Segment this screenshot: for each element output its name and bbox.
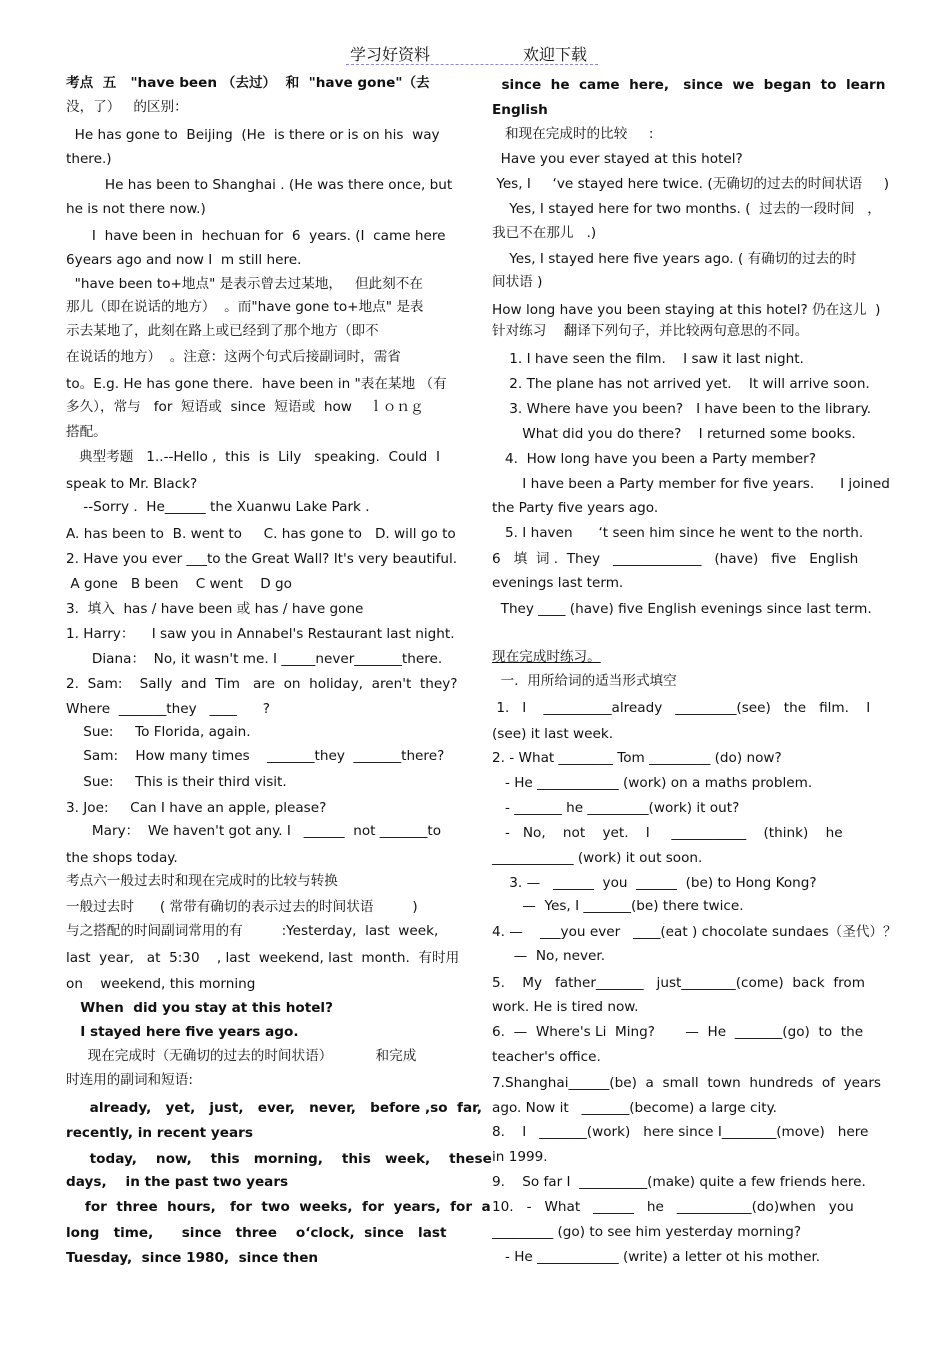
text-line: 1. I have seen the film. I saw it last night. bbox=[492, 351, 804, 367]
header-left-text: 学习好资料 bbox=[350, 45, 431, 64]
text-line: Mary： We haven't got any. I ______ not _______to bbox=[66, 823, 442, 839]
text-line: 我已不在那儿 .) bbox=[492, 225, 597, 241]
text-line: the Party five years ago. bbox=[492, 500, 659, 516]
text-line: Tuesday, since 1980, since then bbox=[66, 1250, 319, 1266]
text-line: (see) it last week. bbox=[492, 726, 614, 742]
text-line: - He ____________ (work) on a maths problem. bbox=[492, 775, 813, 791]
text-line: 3. 填入 has / have been 或 has / have gone bbox=[66, 601, 364, 617]
text-line: They ____ (have) five English evenings since last term. bbox=[492, 601, 872, 617]
text-line: 2. - What ________ Tom _________ (do) now? bbox=[492, 750, 782, 766]
text-line: 和现在完成时的比较 : bbox=[492, 126, 654, 142]
text-line: — No, never. bbox=[492, 948, 606, 964]
text-line: 4. How long have you been a Party member? bbox=[492, 451, 816, 467]
text-line: days, in the past two years bbox=[66, 1174, 289, 1190]
text-line: 9. So far I __________(make) quite a few friends here. bbox=[492, 1174, 866, 1190]
text-line: teacher's office. bbox=[492, 1049, 601, 1065]
text-line: evenings last term. bbox=[492, 575, 624, 591]
text-line: 考点六一般过去时和现在完成时的比较与转换 bbox=[66, 873, 338, 889]
text-line: 一. 用所给词的适当形式填空 bbox=[492, 673, 677, 689]
text-line: When did you stay at this hotel? bbox=[66, 1000, 333, 1016]
text-line: 搭配。 bbox=[66, 424, 107, 440]
text-line: 一般过去时 ( 常带有确切的表示过去的时间状语 ) bbox=[66, 899, 418, 915]
text-line: — Yes, I _______(be) there twice. bbox=[492, 898, 744, 914]
text-line: Yes, I ‘ve stayed here twice. (无确切的过去的时间状语 ) bbox=[492, 176, 890, 192]
text-line: "have been to+地点" 是表示曾去过某地， 但此刻不在 bbox=[66, 276, 423, 292]
text-line: 没，了） 的区别： bbox=[66, 99, 188, 115]
text-line: 那儿（即在说话的地方） 。而"have gone to+地点" 是表 bbox=[66, 299, 424, 315]
text-line: to。E.g. He has gone there. have been in "表在某地 （有 bbox=[66, 376, 447, 392]
text-line: for three hours, for two weeks, for years, for a bbox=[66, 1199, 491, 1215]
text-line: Have you ever stayed at this hotel? bbox=[492, 151, 743, 167]
text-line: What did you do there? I returned some books. bbox=[492, 426, 856, 442]
text-line: 典型考题 1..--Hello , this is Lily speaking. Could I bbox=[66, 449, 440, 465]
text-line: 在说话的地方） 。注意：这两个句式后接副词时，需省 bbox=[66, 349, 401, 365]
text-line: ago. Now it _______(become) a large city. bbox=[492, 1100, 777, 1116]
text-line: 与之搭配的时间副词常用的有 :Yesterday, last week, bbox=[66, 923, 439, 939]
text-line: Sam: How many times _______they _______there? bbox=[66, 748, 445, 764]
text-line: A. has been to B. went to C. has gone to D. will go to bbox=[66, 526, 456, 542]
text-line: - _______ he _________(work) it out? bbox=[492, 800, 740, 816]
header-divider bbox=[346, 64, 598, 65]
text-line: I have been in hechuan for 6 years. (I came here bbox=[66, 228, 446, 244]
text-line: 8. I _______(work) here since I________(move) here bbox=[492, 1124, 869, 1140]
text-line: 2. Have you ever ___to the Great Wall? It's very beautiful. bbox=[66, 551, 458, 567]
text-line: 现在完成时（无确切的过去的时间状语） 和完成 bbox=[66, 1048, 417, 1064]
text-line: 针对练习 翻译下列句子，并比较两句意思的不同。 bbox=[492, 323, 809, 339]
text-line: _________ (go) to see him yesterday morning? bbox=[492, 1224, 802, 1240]
text-line: in 1999. bbox=[492, 1149, 548, 1165]
text-line: 2. Sam: Sally and Tim are on holiday, aren't they? bbox=[66, 676, 458, 692]
text-line: 多久），常与 for 短语或 since 短语或 how ｌｏｎｇ bbox=[66, 399, 424, 415]
text-line: 6years ago and now I m still here. bbox=[66, 252, 302, 268]
text-line: 6. — Where's Li Ming? — He _______(go) to the bbox=[492, 1024, 864, 1040]
text-line: 3. — ______ you ______ (be) to Hong Kong? bbox=[492, 875, 817, 891]
text-line: work. He is tired now. bbox=[492, 999, 639, 1015]
text-line: 3. Joe: Can I have an apple, please? bbox=[66, 800, 327, 816]
text-line: He has gone to Beijing (He is there or is on his way bbox=[66, 127, 440, 143]
header-right-text: 欢迎下载 bbox=[523, 45, 588, 64]
text-line: 5. I haven ‘t seen him since he went to the north. bbox=[492, 525, 864, 541]
text-line: 1. I __________already _________(see) the film. I bbox=[492, 700, 871, 716]
text-line: Sue: This is their third visit. bbox=[66, 774, 287, 790]
text-line: today, now, this morning, this week, these bbox=[66, 1151, 492, 1167]
text-line: 示去某地了，此刻在路上或已经到了那个地方（即不 bbox=[66, 323, 379, 339]
text-line: there.) bbox=[66, 151, 112, 167]
text-line: ____________ (work) it out soon. bbox=[492, 850, 703, 866]
text-line: Diana： No, it wasn't me. I _____never_______there. bbox=[66, 651, 443, 667]
text-line: 考点 五 "have been （去过） 和 "have gone"（去 bbox=[66, 75, 430, 91]
text-line: speak to Mr. Black? bbox=[66, 476, 198, 492]
text-line: English bbox=[492, 102, 548, 118]
text-line: 4. — ___you ever ____(eat ) chocolate sundaes（圣代）？ bbox=[492, 924, 897, 940]
text-line: 间状语 ) bbox=[492, 274, 543, 290]
text-line: since he came here, since we began to learn bbox=[492, 77, 886, 93]
text-line: Where _______they ____ ? bbox=[66, 701, 270, 717]
text-line: 5. My father_______ just________(come) back from bbox=[492, 975, 865, 991]
text-line: the shops today. bbox=[66, 850, 178, 866]
text-line: recently, in recent years bbox=[66, 1125, 253, 1141]
text-line: 6 填 词 . They _____________ (have) five English bbox=[492, 551, 859, 567]
text-line: 时连用的副词和短语: bbox=[66, 1072, 193, 1088]
text-line: already, yet, just, ever, never, before ,so far, bbox=[66, 1100, 483, 1116]
text-line: 10. - What ______ he ___________(do)when you bbox=[492, 1199, 854, 1215]
text-line: last year, at 5:30 , last weekend, last month. 有时用 bbox=[66, 950, 460, 966]
text-line: He has been to Shanghai . (He was there once, but bbox=[66, 177, 453, 193]
text-line: he is not there now.) bbox=[66, 201, 206, 217]
text-line: long time, since three o‘clock, since last bbox=[66, 1225, 447, 1241]
text-line: - He ____________ (write) a letter ot his mother. bbox=[492, 1249, 821, 1265]
text-line: I stayed here five years ago. bbox=[66, 1024, 299, 1040]
text-line: I have been a Party member for five years. I joined bbox=[492, 476, 890, 492]
text-line: Sue: To Florida, again. bbox=[66, 724, 251, 740]
text-line: 现在完成时练习。 bbox=[492, 649, 601, 665]
text-line: --Sorry . He______ the Xuanwu Lake Park . bbox=[66, 499, 370, 515]
text-line: - No, not yet. I ___________ (think) he bbox=[492, 825, 843, 841]
text-line: 3. Where have you been? I have been to the library. bbox=[492, 401, 872, 417]
text-line: 1. Harry： I saw you in Annabel's Restaurant last night. bbox=[66, 626, 455, 642]
text-line: Yes, I stayed here for two months. ( 过去的一段时间 ， bbox=[492, 201, 881, 217]
text-line: A gone B been C went D go bbox=[66, 576, 292, 592]
text-line: on weekend, this morning bbox=[66, 976, 256, 992]
text-line: Yes, I stayed here five years ago. ( 有确切的过去的时 bbox=[492, 251, 857, 267]
text-line: How long have you been staying at this hotel? 仍在这儿 ) bbox=[492, 302, 881, 318]
text-line: 2. The plane has not arrived yet. It will arrive soon. bbox=[492, 376, 870, 392]
text-line: 7.Shanghai______(be) a small town hundreds of years bbox=[492, 1075, 882, 1091]
page-header bbox=[0, 40, 950, 66]
